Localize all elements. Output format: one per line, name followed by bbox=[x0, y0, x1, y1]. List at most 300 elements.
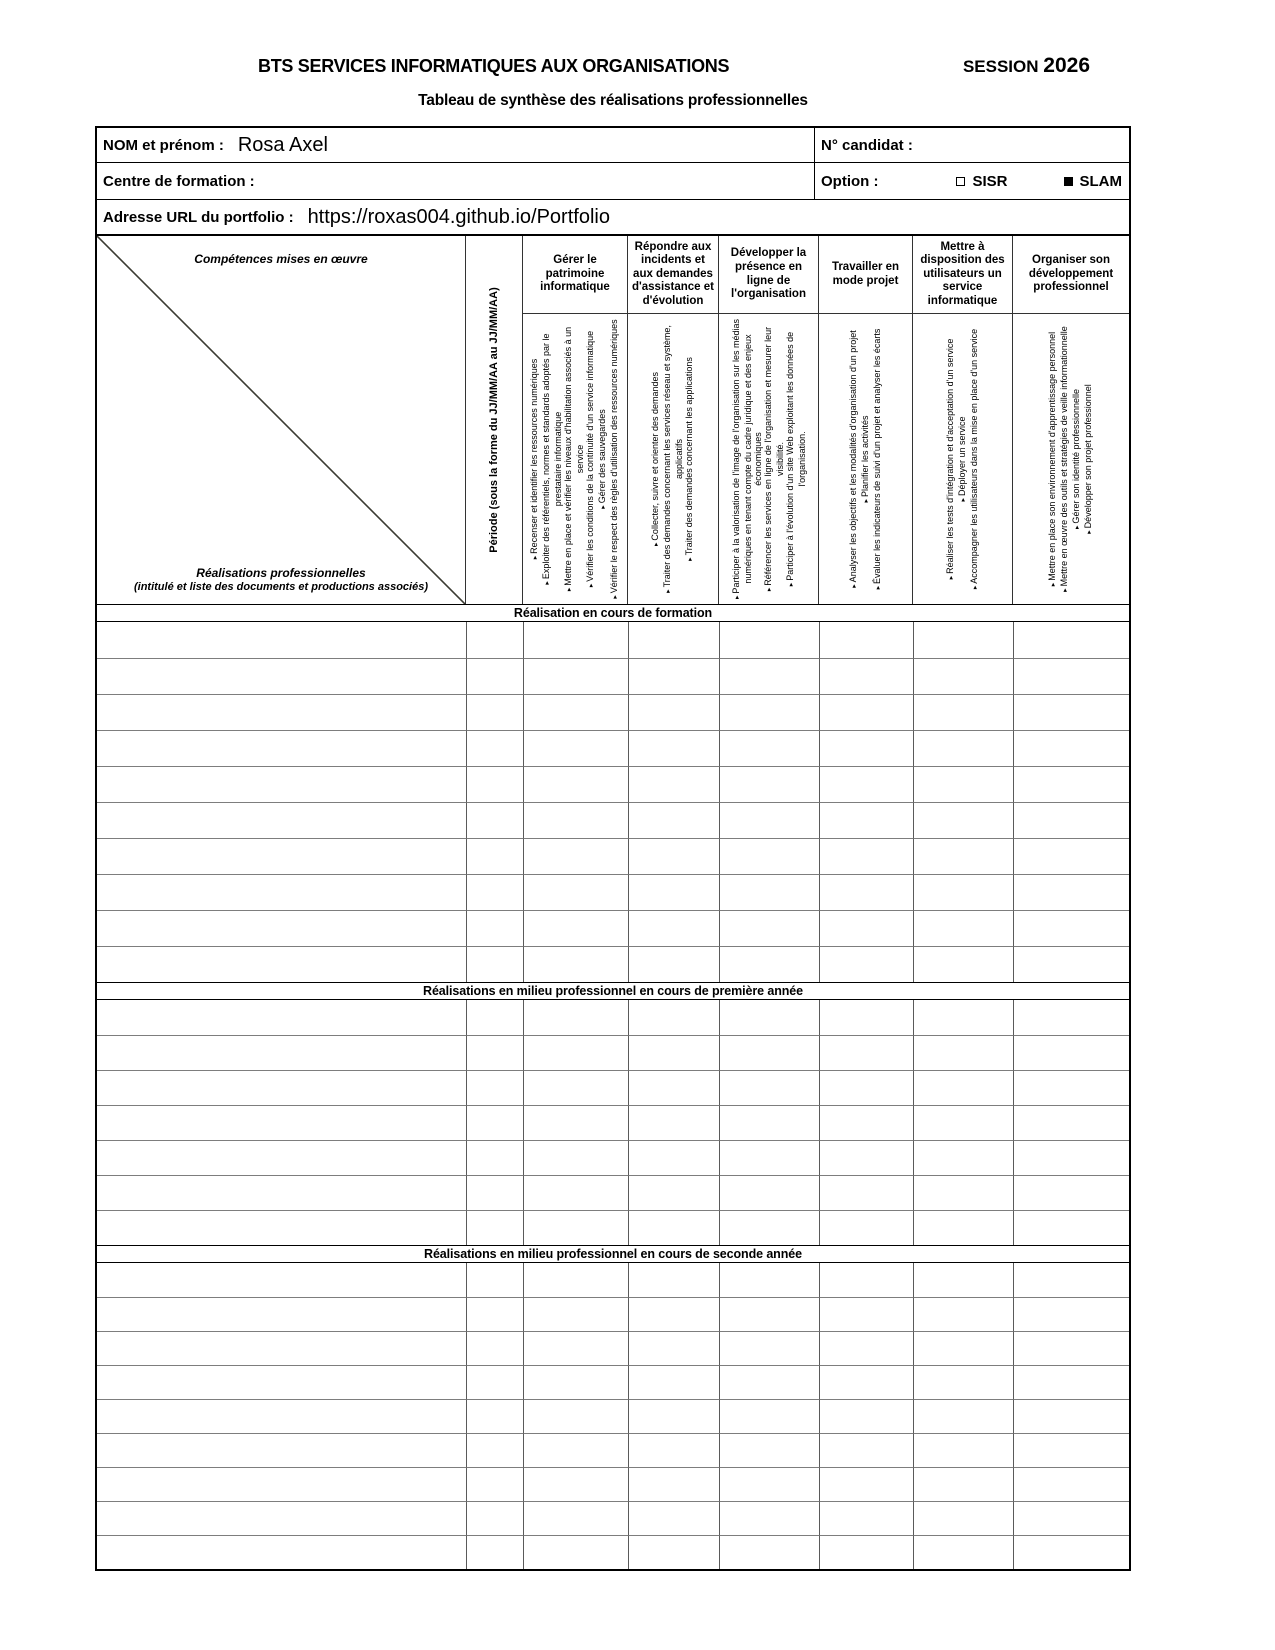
competence-mark-cell bbox=[628, 1399, 719, 1433]
competence-mark-cell bbox=[819, 1501, 913, 1535]
competence-mark-cell bbox=[1013, 1263, 1129, 1297]
option-slam-label: SLAM bbox=[1079, 172, 1122, 190]
periode-cell bbox=[466, 1263, 523, 1297]
periode-cell bbox=[466, 802, 523, 838]
option-slam[interactable] bbox=[1064, 173, 1123, 190]
competence-mark-cell bbox=[819, 694, 913, 730]
competence-mark-cell bbox=[628, 622, 719, 658]
competence-mark-cell bbox=[628, 946, 719, 982]
periode-cell bbox=[466, 1501, 523, 1535]
competence-item: ▸ Traiter des demandes concernant les applications bbox=[684, 315, 696, 603]
competence-item: ▸ Traiter des demandes concernant les services réseau et système, applicatifs bbox=[662, 315, 684, 603]
realisation-cell bbox=[97, 694, 466, 730]
competence-mark-cell bbox=[1013, 946, 1129, 982]
realisation-cell bbox=[97, 1297, 466, 1331]
realisation-cell bbox=[97, 1399, 466, 1433]
competence-mark-cell bbox=[523, 1501, 628, 1535]
realisations-axis-subtitle: (intitulé et liste des documents et productions associés) bbox=[133, 580, 428, 593]
competence-mark-cell bbox=[913, 1035, 1013, 1070]
competence-mark-cell bbox=[913, 1535, 1013, 1569]
competence-mark-cell bbox=[913, 1070, 1013, 1105]
competence-mark-cell bbox=[913, 694, 1013, 730]
competence-mark-cell bbox=[523, 1000, 628, 1035]
competence-item: ▸ Gérer son identité professionnelle bbox=[1071, 315, 1083, 603]
periode-cell bbox=[466, 1331, 523, 1365]
competence-mark-cell bbox=[719, 1501, 819, 1535]
periode-cell bbox=[466, 838, 523, 874]
table-body bbox=[97, 604, 1129, 1569]
competence-item: ▸ Réaliser les tests d'intégration et d'acceptation d'un service bbox=[945, 315, 957, 603]
realisation-cell bbox=[97, 802, 466, 838]
realisation-cell bbox=[97, 1070, 466, 1105]
competence-mark-cell bbox=[523, 1140, 628, 1175]
portfolio-url-cell bbox=[97, 200, 1129, 234]
competence-mark-cell bbox=[819, 1467, 913, 1501]
competence-mark-cell bbox=[523, 802, 628, 838]
competence-mark-cell bbox=[523, 1105, 628, 1140]
competence-title: Travailler en mode projet bbox=[819, 236, 912, 314]
competence-mark-cell bbox=[628, 1331, 719, 1365]
competence-columns bbox=[523, 236, 1129, 604]
periode-cell bbox=[466, 1297, 523, 1331]
competence-mark-cell bbox=[1013, 1210, 1129, 1245]
competence-item: ▸ Développer son projet professionnel bbox=[1083, 315, 1095, 603]
competence-mark-cell bbox=[523, 766, 628, 802]
competence-mark-cell bbox=[819, 874, 913, 910]
competence-item: ▸ Vérifier les conditions de la continuité d'un service informatique bbox=[585, 315, 597, 603]
competence-mark-cell bbox=[628, 1000, 719, 1035]
competence-mark-cell bbox=[719, 802, 819, 838]
competence-items-cell bbox=[913, 314, 1012, 604]
name-field[interactable]: Rosa Axel bbox=[237, 133, 328, 156]
competence-mark-cell bbox=[523, 1175, 628, 1210]
competence-items-cell bbox=[719, 314, 818, 604]
realisation-cell bbox=[97, 1467, 466, 1501]
session-year: 2026 bbox=[1043, 54, 1090, 77]
periode-cell bbox=[466, 1035, 523, 1070]
competence-mark-cell bbox=[1013, 1331, 1129, 1365]
competence-mark-cell bbox=[913, 766, 1013, 802]
competence-mark-cell bbox=[913, 946, 1013, 982]
competence-mark-cell bbox=[1013, 1535, 1129, 1569]
info-row-center bbox=[97, 163, 1129, 200]
competence-item: ▸ Évaluer les indicateurs de suivi d'un projet et analyser les écarts bbox=[872, 315, 884, 603]
competence-mark-cell bbox=[628, 1140, 719, 1175]
competence-mark-cell bbox=[523, 1297, 628, 1331]
periode-cell bbox=[466, 946, 523, 982]
realisation-cell bbox=[97, 658, 466, 694]
competence-item: ▸ Participer à la valorisation de l'image de l'organisation sur les médias numériques en tenant compte du cadre juridique et des enjeux économiques bbox=[731, 315, 763, 603]
competence-item: ▸ Recenser et identifier les ressources numériques bbox=[529, 315, 541, 603]
competence-mark-cell bbox=[719, 766, 819, 802]
competence-mark-cell bbox=[523, 694, 628, 730]
competence-items-rotated bbox=[1047, 315, 1095, 603]
competence-item: ▸ Gérer des sauvegardes bbox=[597, 315, 609, 603]
competence-mark-cell bbox=[913, 1297, 1013, 1331]
competence-mark-cell bbox=[1013, 766, 1129, 802]
option-sisr-label: SISR bbox=[972, 172, 1008, 190]
candidate-info-grid bbox=[95, 126, 1131, 234]
periode-cell bbox=[466, 1175, 523, 1210]
competence-mark-cell bbox=[523, 946, 628, 982]
competence-mark-cell bbox=[719, 1035, 819, 1070]
competence-title: Organiser son développement professionnel bbox=[1013, 236, 1129, 314]
periode-cell bbox=[466, 874, 523, 910]
competence-mark-cell bbox=[523, 1035, 628, 1070]
competence-item: ▸ Analyser les objectifs et les modalités d'organisation d'un projet bbox=[848, 315, 860, 603]
competence-mark-cell bbox=[523, 1467, 628, 1501]
competence-mark-cell bbox=[1013, 1070, 1129, 1105]
periode-cell bbox=[466, 1399, 523, 1433]
competence-item: ▸ Planifier les activités bbox=[860, 315, 872, 603]
competence-mark-cell bbox=[913, 1467, 1013, 1501]
competence-mark-cell bbox=[719, 1365, 819, 1399]
competence-mark-cell bbox=[913, 1365, 1013, 1399]
competence-mark-cell bbox=[1013, 838, 1129, 874]
realisation-cell bbox=[97, 1433, 466, 1467]
competence-mark-cell bbox=[719, 1263, 819, 1297]
page-subtitle: Tableau de synthèse des réalisations professionnelles bbox=[418, 92, 808, 109]
competence-mark-cell bbox=[719, 1399, 819, 1433]
competences-axis-label: Compétences mises en œuvre bbox=[194, 252, 368, 266]
realisation-cell bbox=[97, 1210, 466, 1245]
competence-mark-cell bbox=[628, 1210, 719, 1245]
checkbox-unchecked-icon bbox=[956, 177, 965, 186]
realisation-cell bbox=[97, 1535, 466, 1569]
competence-item: ▸ Exploiter des référentiels, normes et standards adoptés par le prestataire informatique bbox=[541, 315, 563, 603]
realisation-cell bbox=[97, 1035, 466, 1070]
competence-mark-cell bbox=[719, 1297, 819, 1331]
competence-item: ▸ Déployer un service bbox=[957, 315, 969, 603]
competence-mark-cell bbox=[1013, 1467, 1129, 1501]
competence-mark-cell bbox=[1013, 1501, 1129, 1535]
competence-column-2 bbox=[628, 236, 719, 604]
competence-mark-cell bbox=[819, 1175, 913, 1210]
competence-item: ▸ Mettre en place son environnement d'apprentissage personnel bbox=[1047, 315, 1059, 603]
competence-mark-cell bbox=[719, 874, 819, 910]
competence-mark-cell bbox=[628, 838, 719, 874]
competence-mark-cell bbox=[913, 1140, 1013, 1175]
option-checkboxes bbox=[956, 173, 1122, 190]
competence-mark-cell bbox=[913, 730, 1013, 766]
option-cell bbox=[815, 163, 1129, 199]
realisation-cell bbox=[97, 946, 466, 982]
competence-mark-cell bbox=[719, 658, 819, 694]
periode-cell bbox=[466, 1105, 523, 1140]
periode-cell bbox=[466, 1210, 523, 1245]
realisation-cell bbox=[97, 1175, 466, 1210]
competence-item: ▸ Vérifier le respect des règles d'utilisation des ressources numériques bbox=[609, 315, 621, 603]
realisations-axis-title: Réalisations professionnelles bbox=[196, 566, 366, 581]
competence-mark-cell bbox=[628, 1535, 719, 1569]
competence-mark-cell bbox=[819, 622, 913, 658]
competence-mark-cell bbox=[819, 1140, 913, 1175]
competence-mark-cell bbox=[628, 1105, 719, 1140]
competence-mark-cell bbox=[628, 802, 719, 838]
competence-mark-cell bbox=[719, 910, 819, 946]
competence-mark-cell bbox=[628, 1070, 719, 1105]
competence-items-rotated bbox=[945, 315, 981, 603]
competence-mark-cell bbox=[523, 1070, 628, 1105]
competence-mark-cell bbox=[523, 730, 628, 766]
competence-title: Développer la présence en ligne de l'organisation bbox=[719, 236, 818, 314]
section-rows-1 bbox=[97, 622, 1129, 982]
periode-cell bbox=[466, 1070, 523, 1105]
realisation-cell bbox=[97, 910, 466, 946]
competence-mark-cell bbox=[628, 910, 719, 946]
competence-mark-cell bbox=[819, 946, 913, 982]
competence-mark-cell bbox=[1013, 1399, 1129, 1433]
periode-cell bbox=[466, 1433, 523, 1467]
option-sisr[interactable] bbox=[956, 173, 1007, 190]
competence-mark-cell bbox=[1013, 910, 1129, 946]
competence-mark-cell bbox=[719, 1000, 819, 1035]
competence-mark-cell bbox=[1013, 1365, 1129, 1399]
competence-mark-cell bbox=[628, 1433, 719, 1467]
competence-items-cell bbox=[628, 314, 718, 604]
competence-mark-cell bbox=[913, 1175, 1013, 1210]
competence-mark-cell bbox=[913, 1331, 1013, 1365]
competence-mark-cell bbox=[1013, 622, 1129, 658]
competence-mark-cell bbox=[913, 1501, 1013, 1535]
periode-column-header bbox=[466, 236, 523, 604]
competence-mark-cell bbox=[628, 1175, 719, 1210]
page-title: BTS SERVICES INFORMATIQUES AUX ORGANISATIONS bbox=[258, 56, 730, 76]
competence-mark-cell bbox=[819, 1331, 913, 1365]
competence-mark-cell bbox=[913, 802, 1013, 838]
periode-cell bbox=[466, 730, 523, 766]
competence-mark-cell bbox=[719, 1140, 819, 1175]
realisation-cell bbox=[97, 730, 466, 766]
competence-items-cell bbox=[523, 314, 627, 604]
competence-mark-cell bbox=[719, 1210, 819, 1245]
competence-mark-cell bbox=[913, 1263, 1013, 1297]
name-label: NOM et prénom : bbox=[103, 136, 224, 154]
competence-mark-cell bbox=[523, 1535, 628, 1569]
competence-mark-cell bbox=[819, 1365, 913, 1399]
competence-items-cell bbox=[819, 314, 912, 604]
competence-mark-cell bbox=[819, 1535, 913, 1569]
competence-mark-cell bbox=[913, 910, 1013, 946]
session-label bbox=[963, 54, 1090, 78]
competence-mark-cell bbox=[913, 1210, 1013, 1245]
checkbox-checked-icon bbox=[1064, 177, 1073, 186]
competence-mark-cell bbox=[719, 1467, 819, 1501]
candidate-number-cell bbox=[815, 128, 1129, 162]
portfolio-url-label: Adresse URL du portfolio : bbox=[103, 208, 294, 226]
competence-items-cell bbox=[1013, 314, 1129, 604]
competence-mark-cell bbox=[913, 838, 1013, 874]
competence-mark-cell bbox=[719, 730, 819, 766]
table-header-band bbox=[97, 236, 1129, 604]
training-center-cell bbox=[97, 163, 815, 199]
competence-mark-cell bbox=[523, 874, 628, 910]
competence-mark-cell bbox=[819, 1263, 913, 1297]
competence-item: ▸ Participer à l'évolution d'un site Web exploitant les données de l'organisation. bbox=[785, 315, 807, 603]
competence-mark-cell bbox=[628, 730, 719, 766]
periode-cell bbox=[466, 622, 523, 658]
competence-mark-cell bbox=[1013, 1433, 1129, 1467]
competence-mark-cell bbox=[819, 1433, 913, 1467]
realisation-cell bbox=[97, 1140, 466, 1175]
competence-mark-cell bbox=[1013, 1175, 1129, 1210]
competence-mark-cell bbox=[819, 838, 913, 874]
realisation-cell bbox=[97, 838, 466, 874]
competence-mark-cell bbox=[523, 658, 628, 694]
candidate-number-label: N° candidat : bbox=[821, 136, 913, 154]
realisation-cell bbox=[97, 1000, 466, 1035]
competence-items-rotated bbox=[529, 315, 621, 603]
competence-mark-cell bbox=[523, 910, 628, 946]
periode-label: Période (sous la forme du JJ/MM/AA au JJ/MM/AA) bbox=[488, 287, 500, 553]
competence-mark-cell bbox=[719, 694, 819, 730]
competence-mark-cell bbox=[523, 1331, 628, 1365]
competence-title: Mettre à disposition des utilisateurs un service informatique bbox=[913, 236, 1012, 314]
competence-mark-cell bbox=[1013, 802, 1129, 838]
periode-cell bbox=[466, 1535, 523, 1569]
competence-mark-cell bbox=[628, 1467, 719, 1501]
section-rows-2 bbox=[97, 1000, 1129, 1245]
competence-item: ▸ Collecter, suivre et orienter des demandes bbox=[650, 315, 662, 603]
competence-column-4 bbox=[819, 236, 913, 604]
competence-column-1 bbox=[523, 236, 628, 604]
competence-mark-cell bbox=[913, 1433, 1013, 1467]
competence-column-6 bbox=[1013, 236, 1129, 604]
realisation-cell bbox=[97, 1331, 466, 1365]
realisations-axis-label bbox=[97, 566, 465, 594]
competence-item: ▸ Mettre en œuvre des outils et stratégies de veille informationnelle bbox=[1059, 315, 1071, 603]
synthesis-table bbox=[95, 234, 1131, 1571]
competence-mark-cell bbox=[1013, 1140, 1129, 1175]
competence-mark-cell bbox=[719, 1331, 819, 1365]
competence-mark-cell bbox=[913, 622, 1013, 658]
competence-mark-cell bbox=[819, 1035, 913, 1070]
competence-mark-cell bbox=[628, 874, 719, 910]
competence-mark-cell bbox=[523, 1433, 628, 1467]
competence-mark-cell bbox=[819, 1105, 913, 1140]
competence-mark-cell bbox=[819, 730, 913, 766]
competence-mark-cell bbox=[1013, 730, 1129, 766]
competence-mark-cell bbox=[819, 1297, 913, 1331]
periode-cell bbox=[466, 694, 523, 730]
competence-mark-cell bbox=[819, 658, 913, 694]
competence-mark-cell bbox=[913, 1000, 1013, 1035]
competence-mark-cell bbox=[1013, 1105, 1129, 1140]
periode-cell bbox=[466, 1365, 523, 1399]
section-rows-3 bbox=[97, 1263, 1129, 1569]
corner-cell bbox=[97, 236, 466, 604]
competence-mark-cell bbox=[628, 694, 719, 730]
competence-mark-cell bbox=[719, 1535, 819, 1569]
diagonal-line bbox=[97, 236, 465, 604]
periode-cell bbox=[466, 910, 523, 946]
competence-items-rotated bbox=[650, 315, 696, 603]
competence-items-rotated bbox=[731, 315, 807, 603]
competence-mark-cell bbox=[628, 1365, 719, 1399]
competence-mark-cell bbox=[523, 838, 628, 874]
periode-cell bbox=[466, 1000, 523, 1035]
periode-cell bbox=[466, 766, 523, 802]
option-label: Option : bbox=[821, 172, 879, 190]
competence-item: ▸ Accompagner les utilisateurs dans la mise en place d'un service bbox=[969, 315, 981, 603]
competence-mark-cell bbox=[1013, 874, 1129, 910]
competence-mark-cell bbox=[819, 766, 913, 802]
competence-mark-cell bbox=[819, 1000, 913, 1035]
competence-mark-cell bbox=[628, 1297, 719, 1331]
section-header-3: Réalisations en milieu professionnel en cours de seconde année bbox=[97, 1245, 1129, 1263]
competence-mark-cell bbox=[913, 1399, 1013, 1433]
competence-mark-cell bbox=[819, 802, 913, 838]
portfolio-url-field[interactable]: https://roxas004.github.io/Portfolio bbox=[307, 205, 610, 228]
section-header-2: Réalisations en milieu professionnel en cours de première année bbox=[97, 982, 1129, 1000]
competence-mark-cell bbox=[1013, 1297, 1129, 1331]
competence-item: ▸ Référencer les services en ligne de l'organisation et mesurer leur visibilité. bbox=[763, 315, 785, 603]
realisation-cell bbox=[97, 622, 466, 658]
realisation-cell bbox=[97, 1105, 466, 1140]
competence-mark-cell bbox=[819, 1210, 913, 1245]
competence-mark-cell bbox=[523, 1210, 628, 1245]
competence-mark-cell bbox=[719, 1433, 819, 1467]
competence-mark-cell bbox=[628, 1035, 719, 1070]
competence-mark-cell bbox=[1013, 658, 1129, 694]
form-content bbox=[95, 126, 1131, 1571]
periode-cell bbox=[466, 1140, 523, 1175]
training-center-label: Centre de formation : bbox=[103, 172, 255, 190]
realisation-cell bbox=[97, 1365, 466, 1399]
competence-mark-cell bbox=[1013, 1035, 1129, 1070]
realisation-cell bbox=[97, 1263, 466, 1297]
competence-mark-cell bbox=[719, 622, 819, 658]
competence-mark-cell bbox=[819, 1070, 913, 1105]
competence-mark-cell bbox=[628, 766, 719, 802]
competence-mark-cell bbox=[819, 910, 913, 946]
competence-mark-cell bbox=[1013, 694, 1129, 730]
competence-mark-cell bbox=[1013, 1000, 1129, 1035]
competence-mark-cell bbox=[523, 1263, 628, 1297]
competence-title: Gérer le patrimoine informatique bbox=[523, 236, 627, 314]
name-cell bbox=[97, 128, 815, 162]
competence-mark-cell bbox=[719, 1070, 819, 1105]
realisation-cell bbox=[97, 766, 466, 802]
competence-column-5 bbox=[913, 236, 1013, 604]
realisation-cell bbox=[97, 874, 466, 910]
periode-cell bbox=[466, 1467, 523, 1501]
competence-mark-cell bbox=[628, 1501, 719, 1535]
competence-mark-cell bbox=[628, 658, 719, 694]
competence-mark-cell bbox=[628, 1263, 719, 1297]
competence-mark-cell bbox=[913, 1105, 1013, 1140]
competence-title: Répondre aux incidents et aux demandes d'assistance et d'évolution bbox=[628, 236, 718, 314]
section-header-1: Réalisation en cours de formation bbox=[97, 604, 1129, 622]
competence-mark-cell bbox=[819, 1399, 913, 1433]
info-row-url bbox=[97, 200, 1129, 234]
session-word: SESSION bbox=[962, 57, 1039, 76]
competence-mark-cell bbox=[913, 874, 1013, 910]
competence-column-3 bbox=[719, 236, 819, 604]
competence-mark-cell bbox=[719, 838, 819, 874]
competence-mark-cell bbox=[719, 946, 819, 982]
competence-item: ▸ Mettre en place et vérifier les niveaux d'habilitation associés à un service bbox=[563, 315, 585, 603]
realisation-cell bbox=[97, 1501, 466, 1535]
competence-mark-cell bbox=[523, 1399, 628, 1433]
periode-cell bbox=[466, 658, 523, 694]
competence-mark-cell bbox=[913, 658, 1013, 694]
info-row-name bbox=[97, 128, 1129, 163]
competence-mark-cell bbox=[523, 622, 628, 658]
competence-mark-cell bbox=[523, 1365, 628, 1399]
competence-mark-cell bbox=[719, 1105, 819, 1140]
competence-mark-cell bbox=[719, 1175, 819, 1210]
